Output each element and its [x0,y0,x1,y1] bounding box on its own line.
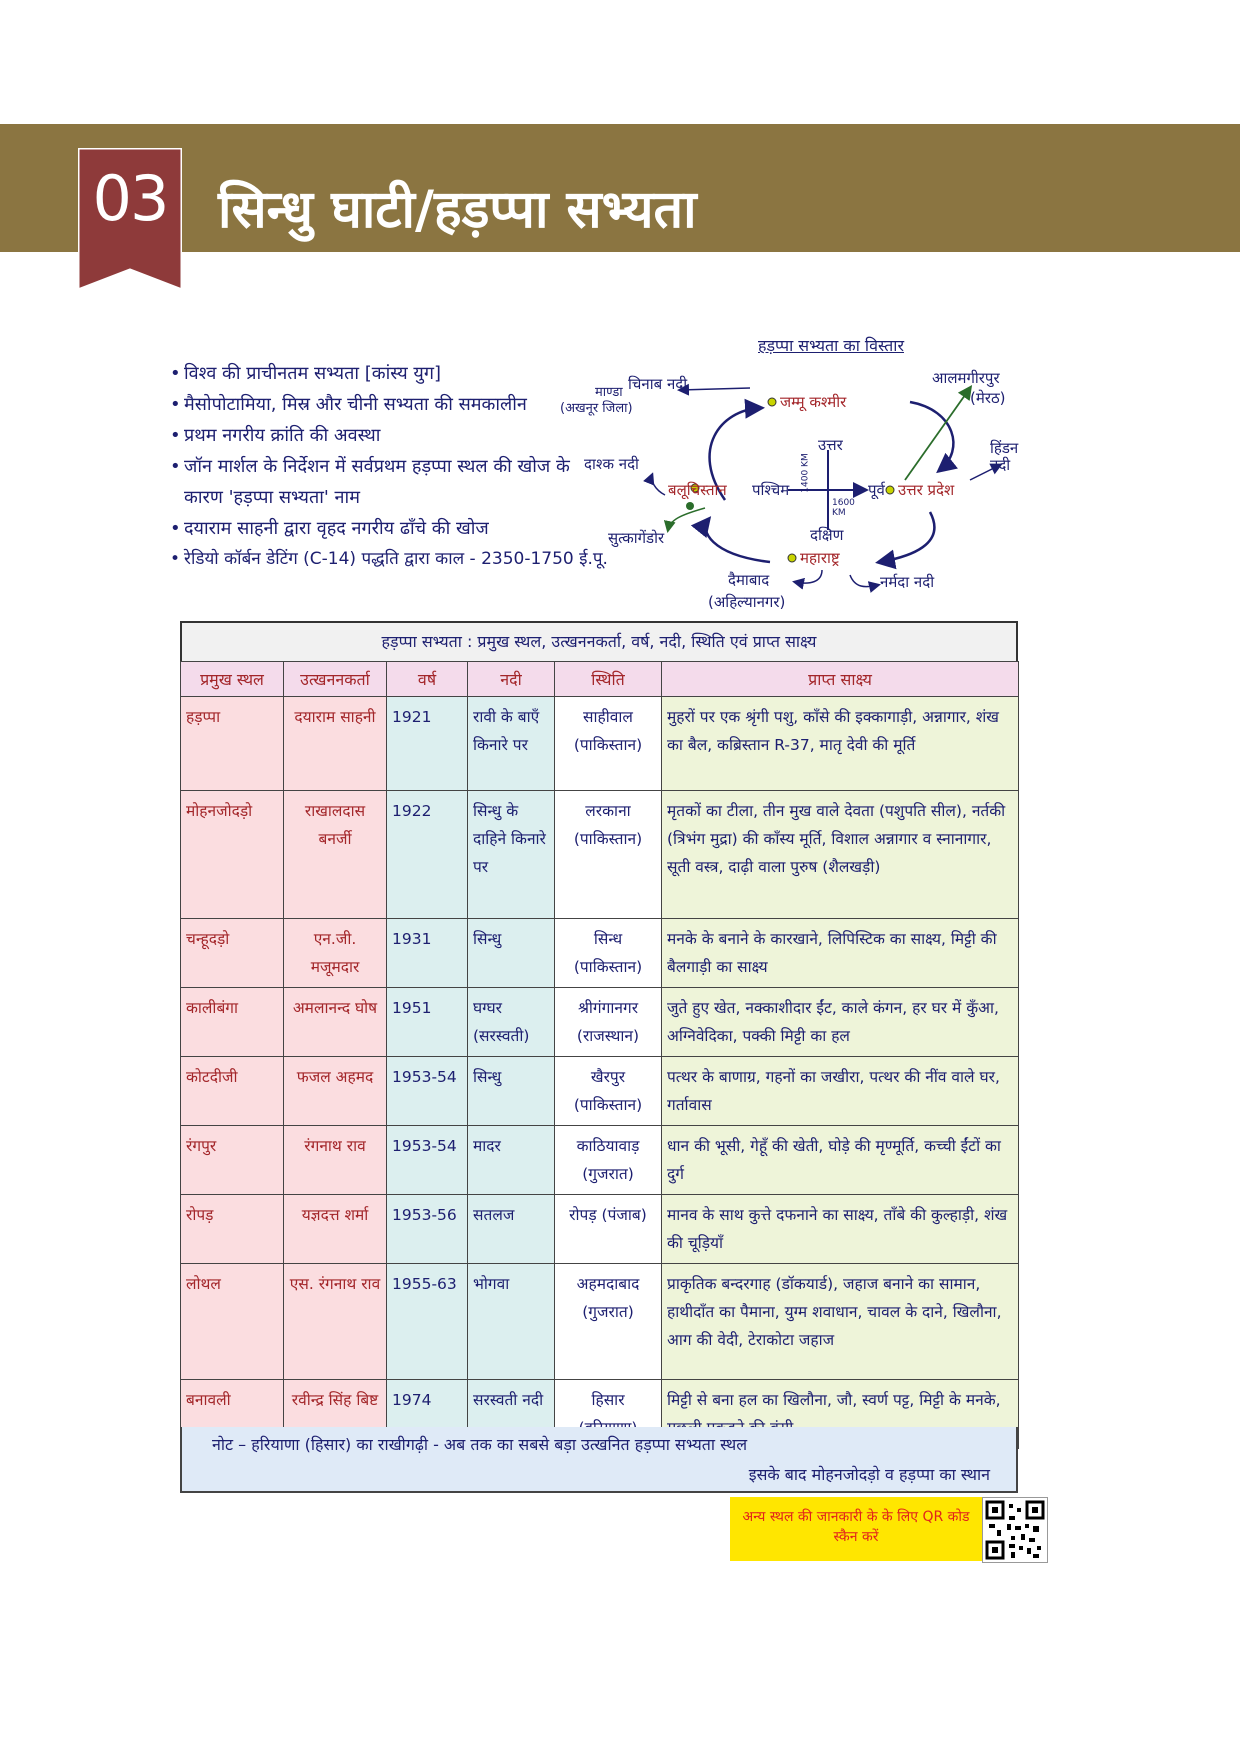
cell-excavator: रंगनाथ राव [284,1126,387,1195]
col-header: प्राप्त साक्ष्य [662,662,1019,697]
cell-river: सिन्धु [468,1057,555,1126]
cell-excavator: एन.जी. मजूमदार [284,919,387,988]
cell-excavator: यज्ञदत्त शर्मा [284,1195,387,1264]
cell-site: लोथल [181,1264,284,1380]
cell-year: 1953-54 [387,1126,468,1195]
cell-location: रोपड़ (पंजाब) [555,1195,662,1264]
qr-code-icon[interactable] [982,1497,1048,1563]
table-row [181,697,1019,791]
site-label: जम्मू कश्मीर [780,393,847,411]
cell-site: कोटदीजी [181,1057,284,1126]
table-row [181,919,1019,988]
cell-year: 1931 [387,919,468,988]
site-label: (मेरठ) [970,389,1006,407]
col-header: उत्खननकर्ता [284,662,387,697]
distance-label: 1600 KM [832,498,855,518]
qr-label: अन्य स्थल की जानकारी के के लिए QR कोड स्कैन करें [730,1497,982,1561]
col-header: स्थिति [555,662,662,697]
cell-site: रंगपुर [181,1126,284,1195]
direction-label: पूर्व [868,481,885,499]
site-label: सुत्कागेंडोर [608,529,665,547]
cell-site: कालीबंगा [181,988,284,1057]
bullet-item: • मैसोपोटामिया, मिस्र और चीनी सभ्यता की समकालीन [170,389,544,420]
cell-year: 1951 [387,988,468,1057]
table-row [181,1264,1019,1380]
bullet-item: • विश्व की प्राचीनतम सभ्यता [कांस्य युग] [170,358,730,389]
cell-location: श्रीगंगानगर (राजस्थान) [555,988,662,1057]
cell-site: हड़प्पा [181,697,284,791]
cell-location: हिसार [555,1380,662,1449]
cell-year: 1953-56 [387,1195,468,1264]
site-label: उत्तर प्रदेश [898,481,955,499]
site-label: दैमाबाद [728,571,770,589]
cell-site: रोपड़ [181,1195,284,1264]
table-row [181,988,1019,1057]
cell-river: सरस्वती नदी [468,1380,555,1449]
bullet-item: • दयाराम साहनी द्वारा वृहद नगरीय ढाँचे की खोज [170,513,730,544]
cell-evidence: पत्थर के बाणाग्र, गहनों का जखीरा, पत्थर की नींव वाले घर, गर्तावास [662,1057,1019,1126]
table-caption: हड़प्पा सभ्यता : प्रमुख स्थल, उत्खननकर्ता, वर्ष, नदी, स्थिति एवं प्राप्त साक्ष्य [180,621,1018,663]
site-label: दाश्क नदी [584,455,639,473]
cell-excavator: रवीन्द्र सिंह बिष्ट [284,1380,387,1449]
diagram-title: हड़प्पा सभ्यता का विस्तार [758,336,904,355]
cell-evidence: जुते हुए खेत, नक्काशीदार ईंट, काले कंगन, हर घर में कुँआ, अग्निवेदिका, पक्की मिट्टी का हल [662,988,1019,1057]
cell-site: चन्हूदड़ो [181,919,284,988]
cell-location: साहीवाल (पाकिस्तान) [555,697,662,791]
bullet-item: • रेडियो कॉर्बन डेटिंग (C-14) पद्धति द्वारा काल - 2350-1750 ई.पू. [170,544,730,575]
cell-year: 1922 [387,791,468,919]
direction-label: पश्चिम [752,481,790,499]
distance-label: 1400 KM [800,453,811,493]
table-note [180,1427,1018,1493]
site-label: हिंडन नदी [990,439,1019,474]
cell-year: 1955-63 [387,1264,468,1380]
cell-river: सतलज [468,1195,555,1264]
chapter-number: 03 [92,162,168,235]
cell-excavator: एस. रंगनाथ राव [284,1264,387,1380]
site-label: आलमगीरपुर [932,369,1000,387]
table-header-row [181,662,1019,697]
bullet-item: • जॉन मार्शल के निर्देशन में सर्वप्रथम हड़प्पा स्थल की खोज के कारण 'हड़प्पा सभ्यता' नाम [170,451,604,513]
cell-site: मोहनजोदड़ो [181,791,284,919]
table-row [181,1057,1019,1126]
cell-site: बनावली [181,1380,284,1449]
table-row [181,1126,1019,1195]
cell-evidence: प्राकृतिक बन्दरगाह (डॉकयार्ड), जहाज बनाने का सामान, हाथीदाँत का पैमाना, युग्म शवाधान, चावल के दाने, खिलौना, आग की वेदी, टेराकोटा जहाज [662,1264,1019,1380]
site-label: (अखनूर जिला) [560,401,633,416]
cell-evidence: मृतकों का टीला, तीन मुख वाले देवता (पशुपति सील), नर्तकी (त्रिभंग मुद्रा) की काँस्य मूर्ति, विशाल अन्नागार व स्नानागार, सूती वस्त्र, दाढ़ी वाला पुरुष (शैलखड़ी) [662,791,1019,919]
site-label: चिनाब नदी [628,375,688,393]
cell-excavator: फजल अहमद [284,1057,387,1126]
col-header: वर्ष [387,662,468,697]
cell-river: सिन्धु [468,919,555,988]
cell-evidence: मनके के बनाने के कारखाने, लिपिस्टिक का साक्ष्य, मिट्टी की बैलगाड़ी का साक्ष्य [662,919,1019,988]
harappa-extent-diagram [560,330,1040,620]
cell-river: मादर [468,1126,555,1195]
sites-table [180,661,1018,1449]
site-label: बलूचिस्तान [668,481,727,499]
cell-location: खैरपुर (पाकिस्तान) [555,1057,662,1126]
col-header: नदी [468,662,555,697]
note-line: नोट – हरियाणा (हिसार) का राखीगढ़ी - अब तक का सबसे बड़ा उत्खनित हड़प्पा सभ्यता स्थल [212,1435,748,1454]
col-header: प्रमुख स्थल [181,662,284,697]
bullet-item: • प्रथम नगरीय क्रांति की अवस्था [170,420,730,451]
chapter-title: सिन्धु घाटी/हड़प्पा सभ्यता [218,180,697,240]
cell-evidence: मुहरों पर एक श्रृंगी पशु, काँसे की इक्कागाड़ी, अन्नागार, शंख का बैल, कब्रिस्तान R-37, मातृ देवी की मूर्ति [662,697,1019,791]
site-label: माण्डा [595,385,623,400]
site-label: नर्मदा नदी [880,573,935,591]
site-label: महाराष्ट्र [800,549,840,567]
cell-evidence: मानव के साथ कुत्ते दफनाने का साक्ष्य, ताँबे की कुल्हाड़ी, शंख की चूड़ियाँ [662,1195,1019,1264]
site-label: (अहिल्यानगर) [708,593,786,611]
cell-evidence: धान की भूसी, गेहूँ की खेती, घोड़े की मृण्मूर्ति, कच्ची ईंटों का दुर्ग [662,1126,1019,1195]
note-line: इसके बाद मोहनजोदड़ो व हड़प्पा का स्थान [748,1465,990,1484]
cell-excavator: राखालदास बनर्जी [284,791,387,919]
cell-river: भोगवा [468,1264,555,1380]
cell-year: 1974 [387,1380,468,1449]
table-row [181,791,1019,919]
direction-label: उत्तर [818,436,843,454]
cell-river: घग्घर (सरस्वती) [468,988,555,1057]
direction-label: दक्षिण [810,526,844,544]
cell-location: सिन्ध (पाकिस्तान) [555,919,662,988]
cell-location: लरकाना (पाकिस्तान) [555,791,662,919]
cell-river: सिन्धु के दाहिने किनारे पर [468,791,555,919]
cell-location: अहमदाबाद (गुजरात) [555,1264,662,1380]
cell-year: 1921 [387,697,468,791]
table-row [181,1195,1019,1264]
cell-river: रावी के बाएँ किनारे पर [468,697,555,791]
cell-location: काठियावाड़ (गुजरात) [555,1126,662,1195]
cell-year: 1953-54 [387,1057,468,1126]
cell-excavator: अमलानन्द घोष [284,988,387,1057]
cell-excavator: दयाराम साहनी [284,697,387,791]
cell-evidence: मिट्टी से बना हल का खिलौना, जौ, स्वर्ण पट्ट, मिट्टी के मनके, [662,1380,1019,1449]
